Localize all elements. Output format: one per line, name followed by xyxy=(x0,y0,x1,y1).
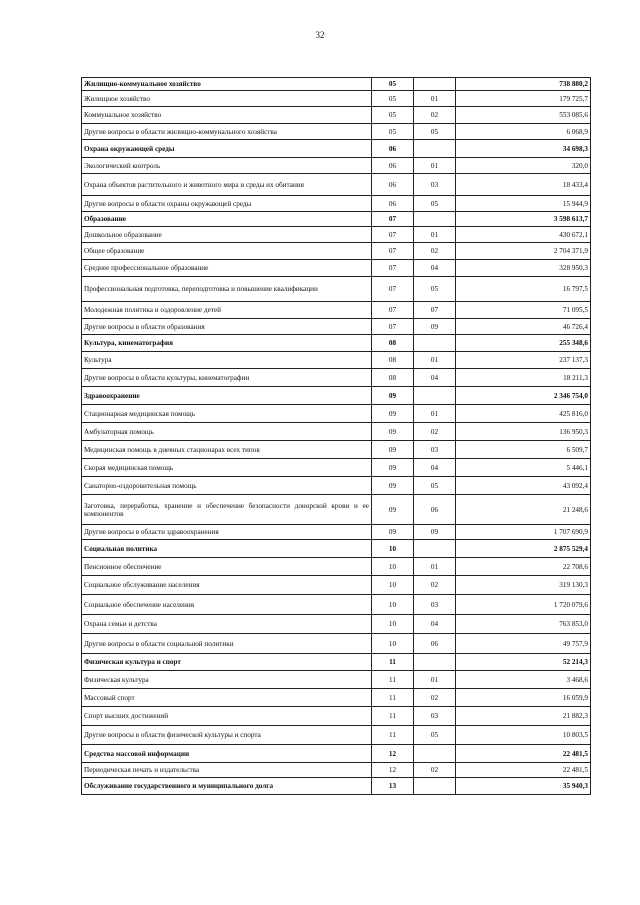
row-subsection: 02 xyxy=(414,423,456,441)
table-row xyxy=(82,277,591,302)
row-section: 07 xyxy=(372,302,414,319)
row-section: 07 xyxy=(372,319,414,335)
row-subsection: 03 xyxy=(414,707,456,726)
table-row xyxy=(82,595,591,615)
table-row xyxy=(82,477,591,495)
row-section: 09 xyxy=(372,495,414,525)
row-subsection: 06 xyxy=(414,634,456,654)
table-row xyxy=(82,140,591,158)
row-amount: 1 707 690,9 xyxy=(456,525,591,540)
row-name: Общее образование xyxy=(82,243,372,260)
row-section: 05 xyxy=(372,78,414,91)
table-row xyxy=(82,352,591,369)
row-name: Молодежная политика и оздоровление детей xyxy=(82,302,372,319)
row-subsection: 01 xyxy=(414,405,456,423)
row-section: 11 xyxy=(372,707,414,726)
row-amount: 320,0 xyxy=(456,158,591,174)
row-subsection: 05 xyxy=(414,726,456,745)
row-name: Образование xyxy=(82,212,372,227)
row-subsection: 03 xyxy=(414,174,456,196)
row-section: 05 xyxy=(372,124,414,140)
row-subsection: 05 xyxy=(414,277,456,302)
row-section: 07 xyxy=(372,227,414,243)
row-section: 05 xyxy=(372,107,414,124)
row-section: 10 xyxy=(372,558,414,576)
row-name: Заготовка, переработка, хранение и обеспечение безопасности донорской крови и ее компонентов xyxy=(82,495,372,525)
row-subsection xyxy=(414,540,456,558)
row-amount: 3 598 613,7 xyxy=(456,212,591,227)
row-name: Социальное обслуживание населения xyxy=(82,576,372,595)
table-row xyxy=(82,196,591,212)
row-subsection: 04 xyxy=(414,615,456,634)
row-name: Жилищное хозяйство xyxy=(82,91,372,107)
row-amount: 2 346 754,0 xyxy=(456,387,591,405)
table-row xyxy=(82,654,591,671)
table-row xyxy=(82,369,591,387)
row-subsection: 02 xyxy=(414,689,456,707)
row-amount: 237 137,3 xyxy=(456,352,591,369)
table-row xyxy=(82,634,591,654)
row-subsection: 03 xyxy=(414,441,456,459)
row-section: 10 xyxy=(372,595,414,615)
row-section: 09 xyxy=(372,405,414,423)
row-name: Физическая культура xyxy=(82,671,372,689)
row-name: Экологический контроль xyxy=(82,158,372,174)
row-section: 06 xyxy=(372,196,414,212)
row-name: Амбулаторная помощь xyxy=(82,423,372,441)
row-section: 09 xyxy=(372,477,414,495)
row-name: Дошкольное образование xyxy=(82,227,372,243)
row-amount: 15 944,9 xyxy=(456,196,591,212)
row-section: 11 xyxy=(372,726,414,745)
row-subsection: 01 xyxy=(414,558,456,576)
row-name: Другие вопросы в области охраны окружающей среды xyxy=(82,196,372,212)
row-subsection: 01 xyxy=(414,671,456,689)
row-subsection xyxy=(414,212,456,227)
row-subsection xyxy=(414,140,456,158)
row-name: Санаторно-оздоровительная помощь xyxy=(82,477,372,495)
row-section: 11 xyxy=(372,654,414,671)
row-amount: 10 803,5 xyxy=(456,726,591,745)
page-number: 32 xyxy=(315,30,325,40)
row-subsection xyxy=(414,654,456,671)
row-name: Средства массовой информации xyxy=(82,745,372,763)
table-row xyxy=(82,540,591,558)
table-row xyxy=(82,423,591,441)
table-row xyxy=(82,260,591,277)
row-subsection: 04 xyxy=(414,459,456,477)
row-amount: 328 950,3 xyxy=(456,260,591,277)
row-subsection: 01 xyxy=(414,352,456,369)
row-amount: 22 708,6 xyxy=(456,558,591,576)
table-row xyxy=(82,212,591,227)
row-subsection: 09 xyxy=(414,525,456,540)
row-amount: 1 720 079,6 xyxy=(456,595,591,615)
row-section: 10 xyxy=(372,615,414,634)
row-section: 09 xyxy=(372,387,414,405)
row-name: Скорая медицинская помощь xyxy=(82,459,372,477)
table-row xyxy=(82,243,591,260)
row-amount: 16 059,9 xyxy=(456,689,591,707)
table-row xyxy=(82,707,591,726)
row-section: 08 xyxy=(372,335,414,352)
budget-table xyxy=(81,77,591,795)
table-row xyxy=(82,91,591,107)
table-row xyxy=(82,745,591,763)
row-amount: 3 468,6 xyxy=(456,671,591,689)
budget-table-body xyxy=(82,78,591,795)
row-name: Охрана окружающей среды xyxy=(82,140,372,158)
row-section: 10 xyxy=(372,540,414,558)
row-subsection: 02 xyxy=(414,763,456,778)
row-subsection: 07 xyxy=(414,302,456,319)
table-row xyxy=(82,495,591,525)
row-name: Другие вопросы в области социальной политики xyxy=(82,634,372,654)
row-name: Охрана семьи и детства xyxy=(82,615,372,634)
table-row xyxy=(82,124,591,140)
row-subsection: 01 xyxy=(414,91,456,107)
row-amount: 52 214,3 xyxy=(456,654,591,671)
row-section: 08 xyxy=(372,352,414,369)
row-subsection: 02 xyxy=(414,576,456,595)
row-amount: 763 853,0 xyxy=(456,615,591,634)
row-section: 06 xyxy=(372,140,414,158)
table-row xyxy=(82,387,591,405)
row-subsection xyxy=(414,335,456,352)
row-amount: 49 757,9 xyxy=(456,634,591,654)
row-amount: 21 882,3 xyxy=(456,707,591,726)
row-name: Другие вопросы в области образования xyxy=(82,319,372,335)
row-subsection: 03 xyxy=(414,595,456,615)
table-row xyxy=(82,763,591,778)
table-row xyxy=(82,441,591,459)
row-subsection xyxy=(414,778,456,795)
table-row xyxy=(82,174,591,196)
row-name: Профессиональная подготовка, переподготовка и повышение квалификации xyxy=(82,277,372,302)
table-row xyxy=(82,615,591,634)
table-row xyxy=(82,319,591,335)
table-row xyxy=(82,302,591,319)
row-amount: 35 940,3 xyxy=(456,778,591,795)
table-row xyxy=(82,405,591,423)
row-subsection: 05 xyxy=(414,124,456,140)
row-amount: 738 880,2 xyxy=(456,78,591,91)
row-name: Охрана объектов растительного и животного мира и среды их обитания xyxy=(82,174,372,196)
row-name: Медицинская помощь в дневных стационарах всех типов xyxy=(82,441,372,459)
row-amount: 255 348,6 xyxy=(456,335,591,352)
row-name: Коммунальное хозяйство xyxy=(82,107,372,124)
row-name: Социальное обеспечение населения xyxy=(82,595,372,615)
row-subsection: 02 xyxy=(414,107,456,124)
row-section: 10 xyxy=(372,634,414,654)
row-subsection: 05 xyxy=(414,196,456,212)
row-section: 05 xyxy=(372,91,414,107)
row-amount: 179 725,7 xyxy=(456,91,591,107)
row-subsection: 02 xyxy=(414,243,456,260)
row-subsection xyxy=(414,78,456,91)
row-section: 12 xyxy=(372,763,414,778)
table-row xyxy=(82,78,591,91)
row-amount: 34 698,3 xyxy=(456,140,591,158)
row-section: 13 xyxy=(372,778,414,795)
row-section: 07 xyxy=(372,212,414,227)
row-section: 09 xyxy=(372,459,414,477)
row-name: Социальная политика xyxy=(82,540,372,558)
row-name: Другие вопросы в области физической культуры и спорта xyxy=(82,726,372,745)
row-subsection xyxy=(414,745,456,763)
row-name: Стационарная медицинская помощь xyxy=(82,405,372,423)
table-row xyxy=(82,576,591,595)
row-section: 08 xyxy=(372,369,414,387)
row-name: Среднее профессиональное образование xyxy=(82,260,372,277)
row-name: Массовый спорт xyxy=(82,689,372,707)
row-amount: 71 095,5 xyxy=(456,302,591,319)
row-subsection: 04 xyxy=(414,369,456,387)
row-subsection: 01 xyxy=(414,158,456,174)
row-amount: 553 085,6 xyxy=(456,107,591,124)
table-row xyxy=(82,158,591,174)
table-row xyxy=(82,525,591,540)
table-row xyxy=(82,689,591,707)
row-section: 07 xyxy=(372,277,414,302)
row-section: 09 xyxy=(372,525,414,540)
row-name: Обслуживание государственного и муниципального долга xyxy=(82,778,372,795)
row-section: 09 xyxy=(372,423,414,441)
row-section: 11 xyxy=(372,689,414,707)
row-name: Другие вопросы в области культуры, кинематографии xyxy=(82,369,372,387)
row-section: 09 xyxy=(372,441,414,459)
row-amount: 5 446,1 xyxy=(456,459,591,477)
row-section: 07 xyxy=(372,243,414,260)
row-amount: 425 816,0 xyxy=(456,405,591,423)
row-name: Культура xyxy=(82,352,372,369)
row-section: 11 xyxy=(372,671,414,689)
row-amount: 319 130,3 xyxy=(456,576,591,595)
table-row xyxy=(82,671,591,689)
row-amount: 6 068,9 xyxy=(456,124,591,140)
row-amount: 2 875 529,4 xyxy=(456,540,591,558)
row-name: Другие вопросы в области жилищно-коммунального хозяйства xyxy=(82,124,372,140)
table-row xyxy=(82,227,591,243)
row-amount: 18 433,4 xyxy=(456,174,591,196)
row-amount: 136 950,3 xyxy=(456,423,591,441)
row-section: 07 xyxy=(372,260,414,277)
table-row xyxy=(82,778,591,795)
row-name: Периодическая печать и издательства xyxy=(82,763,372,778)
row-amount: 46 726,4 xyxy=(456,319,591,335)
table-row xyxy=(82,726,591,745)
row-name: Спорт высших достижений xyxy=(82,707,372,726)
table-row xyxy=(82,459,591,477)
row-subsection: 05 xyxy=(414,477,456,495)
row-subsection: 01 xyxy=(414,227,456,243)
row-name: Другие вопросы в области здравоохранения xyxy=(82,525,372,540)
row-amount: 43 092,4 xyxy=(456,477,591,495)
row-amount: 18 211,3 xyxy=(456,369,591,387)
row-subsection: 09 xyxy=(414,319,456,335)
row-section: 12 xyxy=(372,745,414,763)
row-name: Жилищно-коммунальное хозяйство xyxy=(82,78,372,91)
row-amount: 6 509,7 xyxy=(456,441,591,459)
table-row xyxy=(82,107,591,124)
row-amount: 22 481,5 xyxy=(456,763,591,778)
row-section: 06 xyxy=(372,158,414,174)
row-amount: 16 797,5 xyxy=(456,277,591,302)
row-amount: 21 248,6 xyxy=(456,495,591,525)
row-name: Физическая культура и спорт xyxy=(82,654,372,671)
row-section: 06 xyxy=(372,174,414,196)
row-subsection: 04 xyxy=(414,260,456,277)
table-row xyxy=(82,335,591,352)
row-amount: 430 672,1 xyxy=(456,227,591,243)
row-subsection xyxy=(414,387,456,405)
table-row xyxy=(82,558,591,576)
row-section: 10 xyxy=(372,576,414,595)
row-name: Культура, кинематография xyxy=(82,335,372,352)
row-name: Пенсионное обеспечение xyxy=(82,558,372,576)
row-name: Здравоохранение xyxy=(82,387,372,405)
row-amount: 2 704 371,9 xyxy=(456,243,591,260)
row-amount: 22 481,5 xyxy=(456,745,591,763)
row-subsection: 06 xyxy=(414,495,456,525)
